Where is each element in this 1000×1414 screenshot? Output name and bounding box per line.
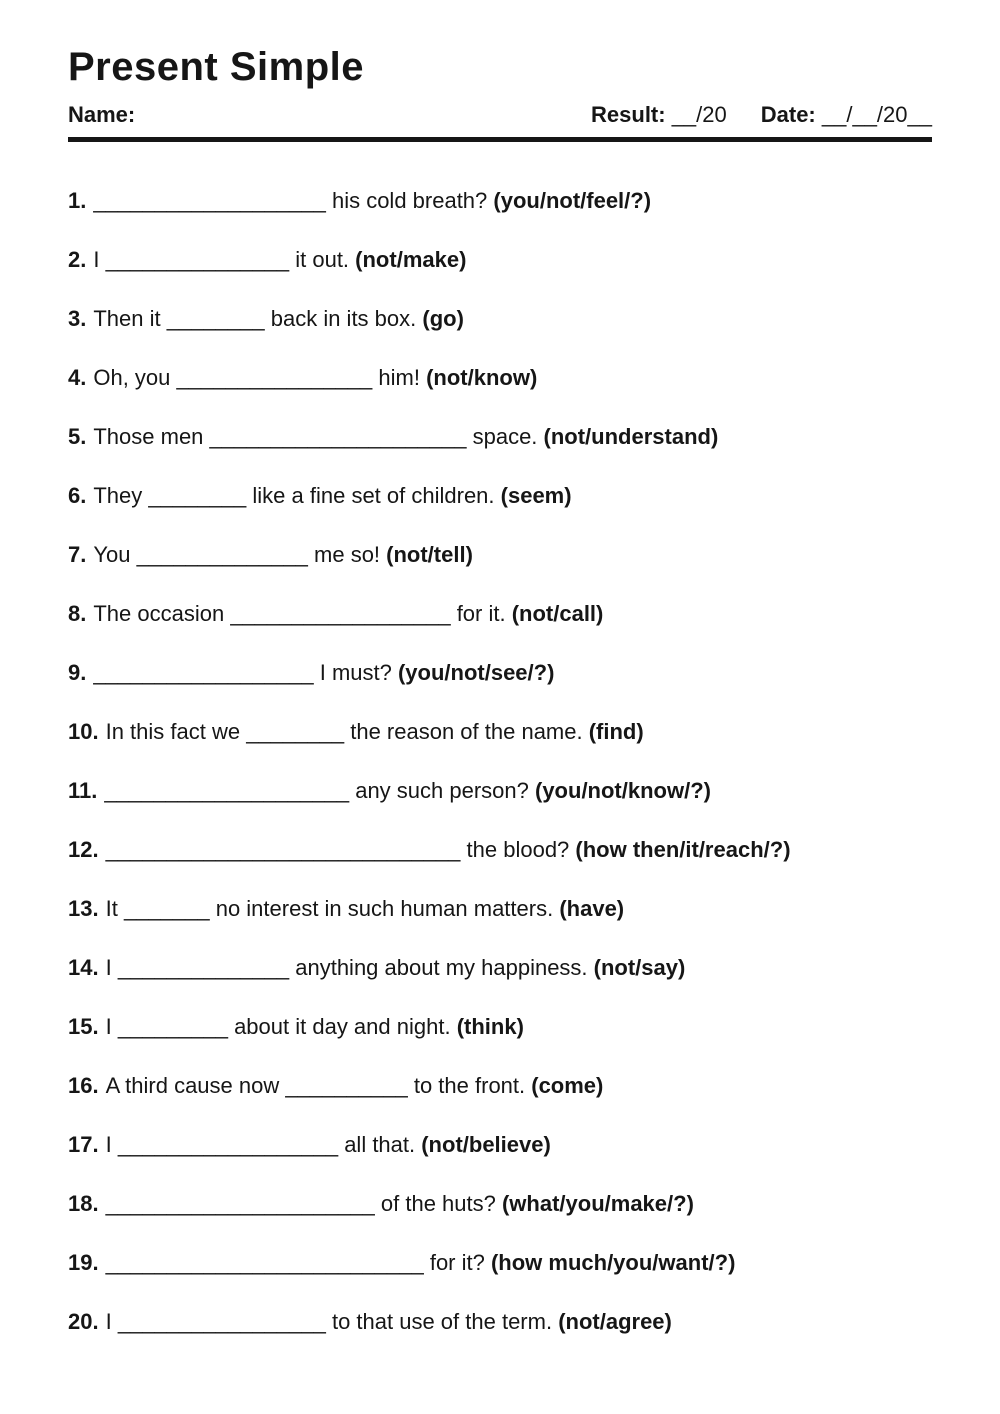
verb-hint: (not/say): [593, 955, 686, 980]
fill-in-blank: _______: [123, 896, 210, 921]
exercise-list: [68, 188, 932, 1335]
exercise-row: [68, 896, 932, 922]
exercise-pre-text: In this fact we: [105, 719, 247, 744]
exercise-number: 9.: [68, 660, 87, 685]
fill-in-blank: __________________________: [105, 1250, 424, 1275]
exercise-pre-text: It: [105, 896, 124, 921]
exercise-row: [68, 1014, 932, 1040]
exercise-number: 19.: [68, 1250, 99, 1275]
name-label: Name:: [68, 102, 136, 127]
verb-hint: (seem): [500, 483, 572, 508]
fill-in-blank: _________________: [117, 1309, 326, 1334]
exercise-number: 11.: [68, 778, 98, 803]
exercise-post-text: it out.: [289, 247, 356, 272]
result-field: [591, 102, 727, 128]
exercise-post-text: about it day and night.: [227, 1014, 457, 1039]
exercise-row: [68, 1073, 932, 1099]
exercise-post-text: like a fine set of children.: [246, 483, 501, 508]
exercise-row: [68, 542, 932, 568]
fill-in-blank: ______________: [136, 542, 308, 567]
exercise-pre-text: You: [93, 542, 137, 567]
exercise-post-text: me so!: [307, 542, 387, 567]
fill-in-blank: ___________________: [93, 188, 326, 213]
verb-hint: (think): [456, 1014, 524, 1039]
fill-in-blank: ____________________: [104, 778, 350, 803]
exercise-row: [68, 1132, 932, 1158]
exercise-number: 20.: [68, 1309, 99, 1334]
verb-hint: (not/agree): [558, 1309, 672, 1334]
exercise-post-text: I must?: [313, 660, 398, 685]
exercise-post-text: space.: [466, 424, 544, 449]
exercise-row: [68, 955, 932, 981]
fill-in-blank: __________________: [93, 660, 314, 685]
verb-hint: (how then/it/reach/?): [575, 837, 791, 862]
exercise-post-text: all that.: [338, 1132, 422, 1157]
exercise-row: [68, 247, 932, 273]
exercise-pre-text: Then it: [93, 306, 167, 331]
fill-in-blank: ________________: [176, 365, 373, 390]
exercise-pre-text: Oh, you: [93, 365, 177, 390]
verb-hint: (not/call): [511, 601, 604, 626]
exercise-pre-text: Those men: [93, 424, 210, 449]
exercise-post-text: anything about my happiness.: [289, 955, 594, 980]
exercise-row: [68, 483, 932, 509]
exercise-row: [68, 365, 932, 391]
exercise-pre-text: The occasion: [93, 601, 231, 626]
verb-hint: (you/not/know/?): [535, 778, 711, 803]
exercise-pre-text: They: [93, 483, 149, 508]
exercise-number: 16.: [68, 1073, 99, 1098]
exercise-row: [68, 188, 932, 214]
verb-hint: (not/tell): [386, 542, 473, 567]
date-field: [761, 102, 932, 128]
fill-in-blank: __________: [285, 1073, 408, 1098]
exercise-number: 18.: [68, 1191, 99, 1216]
exercise-row: [68, 778, 932, 804]
exercise-post-text: to the front.: [407, 1073, 532, 1098]
exercise-number: 15.: [68, 1014, 99, 1039]
date-label: Date:: [760, 102, 816, 127]
exercise-row: [68, 660, 932, 686]
exercise-row: [68, 1191, 932, 1217]
exercise-post-text: his cold breath?: [325, 188, 494, 213]
exercise-row: [68, 837, 932, 863]
exercise-number: 14.: [68, 955, 99, 980]
exercise-number: 7.: [68, 542, 87, 567]
verb-hint: (how much/you/want/?): [490, 1250, 736, 1275]
exercise-row: [68, 719, 932, 745]
exercise-number: 10.: [68, 719, 99, 744]
exercise-pre-text: I: [93, 247, 106, 272]
fill-in-blank: _________: [117, 1014, 228, 1039]
exercise-post-text: the reason of the name.: [344, 719, 589, 744]
fill-in-blank: ______________: [117, 955, 290, 980]
exercise-post-text: back in its box.: [264, 306, 423, 331]
verb-hint: (not/make): [355, 247, 467, 272]
verb-hint: (find): [588, 719, 644, 744]
exercise-post-text: for it?: [423, 1250, 491, 1275]
exercise-number: 1.: [68, 188, 87, 213]
exercise-number: 2.: [68, 247, 87, 272]
exercise-row: [68, 424, 932, 450]
fill-in-blank: __________________: [117, 1132, 339, 1157]
verb-hint: (you/not/feel/?): [493, 188, 652, 213]
exercise-pre-text: I: [105, 1309, 118, 1334]
exercise-row: [68, 601, 932, 627]
exercise-post-text: the blood?: [460, 837, 576, 862]
exercise-post-text: for it.: [450, 601, 512, 626]
fill-in-blank: ________: [166, 306, 265, 331]
exercise-post-text: to that use of the term.: [325, 1309, 559, 1334]
exercise-pre-text: I: [105, 1132, 118, 1157]
exercise-number: 13.: [68, 896, 99, 921]
result-value: __/20: [665, 102, 727, 127]
worksheet-header: [68, 102, 932, 142]
exercise-number: 4.: [68, 365, 87, 390]
exercise-number: 6.: [68, 483, 87, 508]
verb-hint: (go): [422, 306, 464, 331]
fill-in-blank: ________: [148, 483, 247, 508]
verb-hint: (come): [531, 1073, 604, 1098]
exercise-post-text: of the huts?: [374, 1191, 502, 1216]
exercise-number: 8.: [68, 601, 87, 626]
exercise-row: [68, 306, 932, 332]
fill-in-blank: __________________: [230, 601, 451, 626]
exercise-post-text: any such person?: [349, 778, 535, 803]
verb-hint: (have): [559, 896, 625, 921]
exercise-row: [68, 1309, 932, 1335]
header-right-group: [591, 102, 932, 128]
verb-hint: (not/understand): [543, 424, 719, 449]
exercise-post-text: him!: [372, 365, 427, 390]
exercise-pre-text: A third cause now: [105, 1073, 286, 1098]
fill-in-blank: _______________: [105, 247, 290, 272]
exercise-post-text: no interest in such human matters.: [209, 896, 560, 921]
date-value: __/__/20__: [815, 102, 932, 127]
fill-in-blank: ________: [246, 719, 345, 744]
fill-in-blank: _____________________: [209, 424, 467, 449]
exercise-pre-text: I: [105, 955, 118, 980]
verb-hint: (you/not/see/?): [397, 660, 555, 685]
verb-hint: (not/know): [426, 365, 538, 390]
exercise-number: 17.: [68, 1132, 99, 1157]
exercise-number: 12.: [68, 837, 99, 862]
exercise-number: 3.: [68, 306, 87, 331]
exercise-row: [68, 1250, 932, 1276]
result-label: Result:: [591, 102, 666, 127]
verb-hint: (what/you/make/?): [501, 1191, 694, 1216]
exercise-number: 5.: [68, 424, 87, 449]
exercise-pre-text: I: [105, 1014, 118, 1039]
page-title: Present Simple: [68, 45, 365, 89]
verb-hint: (not/believe): [421, 1132, 551, 1157]
fill-in-blank: _____________________________: [105, 837, 461, 862]
fill-in-blank: ______________________: [105, 1191, 375, 1216]
